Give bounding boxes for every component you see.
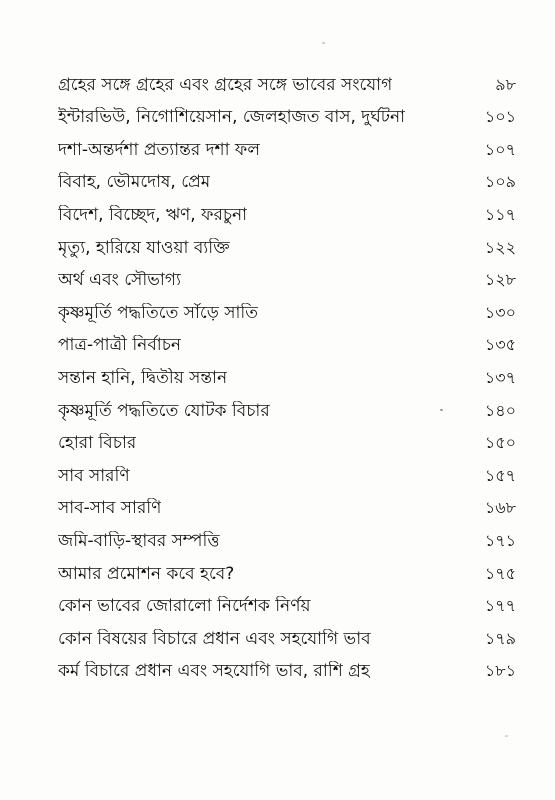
toc-entry [58, 225, 516, 258]
toc-entry-page: ১৭১ [484, 530, 516, 550]
toc-entry-title: কর্ম বিচারে প্রধান এবং সহযোগি ভাব, রাশি গ্রহ [58, 661, 370, 682]
toc-entry-title: ইন্টারভিউ, নিগোশিয়েসান, জেলহাজত বাস, দুর্ঘটনা [58, 107, 406, 128]
toc-entry-title: কৃষ্ণমূর্তি পদ্ধতিতে সাঁড়ে সাতি [58, 302, 259, 323]
toc-entry-page: ১৭৯ [484, 628, 516, 648]
toc-entry-page: ১০৯ [484, 172, 516, 192]
print-speck [322, 42, 325, 44]
toc-entry-page: ১৩৫ [484, 335, 516, 355]
table-of-contents [58, 62, 516, 681]
toc-entry [58, 649, 516, 682]
toc-entry-title: অর্থ এবং সৌভাগ্য [58, 270, 181, 291]
toc-entry [58, 355, 516, 388]
toc-entry-title: দশা-অন্তর্দশা প্রত্যান্তর দশা ফল [58, 139, 261, 160]
toc-entry [58, 486, 516, 519]
toc-entry [58, 584, 516, 617]
toc-entry-page: ১৫০ [484, 433, 516, 453]
toc-entry-page: ১৪০ [484, 400, 516, 420]
toc-entry-page: ১৩০ [484, 302, 516, 322]
toc-entry-page: ১০৭ [484, 139, 516, 159]
toc-entry-title: হোরা বিচার [58, 433, 137, 454]
toc-entry-page: ৯৮ [495, 74, 516, 94]
toc-entry-title: কোন ভাবের জোরালো নির্দেশক নির্ণয় [58, 596, 311, 617]
toc-entry [58, 616, 516, 649]
toc-entry-title: জমি-বাড়ি-স্থাবর সম্পত্তি [58, 530, 220, 551]
toc-entry [58, 127, 516, 160]
toc-entry-page: ১১৭ [484, 204, 516, 224]
toc-entry-title: সাব-সাব সারণি [58, 498, 162, 519]
toc-entry-page: ১৭৭ [484, 596, 516, 616]
print-speck [505, 735, 508, 737]
toc-entry-page: ১৬৮ [484, 498, 516, 518]
toc-entry-page: ১২২ [484, 237, 516, 257]
toc-entry-page: ১২৮ [484, 270, 516, 290]
toc-entry-page: ১৮১ [484, 661, 516, 681]
toc-entry [58, 258, 516, 291]
toc-entry [58, 192, 516, 225]
toc-entry [58, 95, 516, 128]
toc-entry [58, 160, 516, 193]
toc-entry-title: সাব সারণি [58, 465, 130, 486]
toc-entry-title: বিবাহ, ভৌমদোষ, প্রেম [58, 172, 211, 193]
print-speck [440, 409, 443, 411]
toc-entry-title: পাত্র-পাত্রী নির্বাচন [58, 335, 182, 356]
toc-entry [58, 421, 516, 454]
toc-entry-title: কৃষ্ণমূর্তি পদ্ধতিতে যোটক বিচার [58, 400, 270, 421]
toc-entry-title: আমার প্রমোশন কবে হবে? [58, 563, 235, 584]
toc-entry [58, 388, 516, 421]
toc-entry [58, 323, 516, 356]
toc-entry-title: বিদেশ, বিচ্ছেদ, ঋণ, ফরচুনা [58, 204, 248, 225]
toc-entry [58, 62, 516, 95]
toc-entry [58, 518, 516, 551]
toc-entry-page: ১০১ [484, 107, 516, 127]
toc-entry [58, 551, 516, 584]
toc-entry-title: মৃত্যু, হারিয়ে যাওয়া ব্যক্তি [58, 237, 230, 258]
toc-entry-title: সন্তান হানি, দ্বিতীয় সন্তান [58, 367, 228, 388]
toc-entry-title: কোন বিষয়ের বিচারে প্রধান এবং সহযোগি ভাব [58, 628, 371, 649]
toc-entry [58, 453, 516, 486]
toc-entry-title: গ্রহের সঙ্গে গ্রহের এবং গ্রহের সঙ্গে ভাবের সংযোগ [58, 74, 393, 95]
toc-entry-page: ১৩৭ [484, 367, 516, 387]
toc-entry [58, 290, 516, 323]
toc-entry-page: ১৭৫ [484, 563, 516, 583]
toc-entry-page: ১৫৭ [484, 465, 516, 485]
